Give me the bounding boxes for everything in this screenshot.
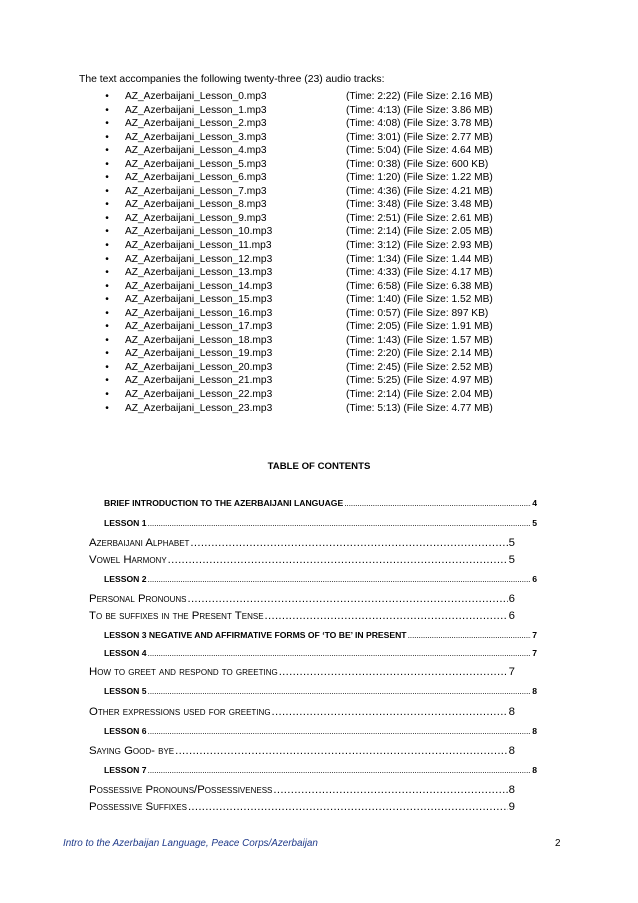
track-info: (Time: 4:13) (File Size: 3.86 MB) — [346, 104, 493, 116]
toc-page-number: 6 — [508, 610, 515, 622]
toc-page-number: 6 — [508, 593, 515, 605]
track-filename: AZ_Azerbaijani_Lesson_19.mp3 — [125, 348, 273, 360]
track-info: (Time: 2:20) (File Size: 2.14 MB) — [346, 348, 493, 360]
track-filename: AZ_Azerbaijani_Lesson_4.mp3 — [125, 145, 267, 157]
toc-leader — [148, 726, 532, 736]
list-item — [103, 104, 523, 118]
list-item — [103, 90, 523, 104]
bullet-icon: • — [105, 280, 109, 292]
bullet-icon: • — [105, 145, 109, 157]
track-info: (Time: 2:45) (File Size: 2.52 MB) — [346, 361, 493, 373]
bullet-icon: • — [105, 389, 109, 401]
toc-entry[interactable] — [89, 537, 515, 549]
toc-page-number: 4 — [532, 498, 537, 508]
toc-entry[interactable] — [89, 593, 515, 605]
track-info: (Time: 5:25) (File Size: 4.97 MB) — [346, 375, 493, 387]
list-item — [103, 144, 523, 158]
list-item — [103, 347, 523, 361]
list-item — [103, 225, 523, 239]
bullet-icon: • — [105, 240, 109, 252]
list-item — [103, 293, 523, 307]
toc-leader — [188, 593, 508, 605]
list-item — [103, 361, 523, 375]
toc-entry-label: LESSON 5 — [104, 686, 147, 696]
list-item — [103, 171, 523, 185]
toc-entry[interactable] — [89, 666, 515, 678]
bullet-icon: • — [105, 375, 109, 387]
toc-entry-label: LESSON 2 — [104, 574, 147, 584]
toc-entry-label: Other expressions used for greeting — [89, 706, 271, 718]
toc-page-number: 8 — [532, 765, 537, 775]
toc-leader — [168, 554, 508, 566]
track-info: (Time: 0:57) (File Size: 897 KB) — [346, 307, 489, 319]
track-info: (Time: 2:14) (File Size: 2.05 MB) — [346, 226, 493, 238]
toc-page-number: 8 — [508, 784, 515, 796]
track-info: (Time: 0:38) (File Size: 600 KB) — [346, 158, 489, 170]
toc-entry-label: Vowel Harmony — [89, 554, 167, 566]
toc-entry-label: LESSON 1 — [104, 518, 147, 528]
track-info: (Time: 3:01) (File Size: 2.77 MB) — [346, 131, 493, 143]
track-filename: AZ_Azerbaijani_Lesson_17.mp3 — [125, 321, 273, 333]
track-filename: AZ_Azerbaijani_Lesson_8.mp3 — [125, 199, 267, 211]
list-item — [103, 253, 523, 267]
list-item — [103, 117, 523, 131]
list-item — [103, 185, 523, 199]
toc-entry-label: How to greet and respond to greeting — [89, 666, 278, 678]
toc-page-number: 8 — [508, 706, 515, 718]
track-filename: AZ_Azerbaijani_Lesson_14.mp3 — [125, 280, 273, 292]
toc-leader — [344, 498, 531, 508]
track-filename: AZ_Azerbaijani_Lesson_9.mp3 — [125, 212, 267, 224]
list-item — [103, 266, 523, 280]
toc-page-number: 5 — [508, 537, 515, 549]
track-info: (Time: 5:04) (File Size: 4.64 MB) — [346, 145, 493, 157]
track-info: (Time: 1:43) (File Size: 1.57 MB) — [346, 334, 493, 346]
toc-leader — [148, 765, 532, 775]
track-info: (Time: 2:14) (File Size: 2.04 MB) — [346, 389, 493, 401]
track-filename: AZ_Azerbaijani_Lesson_3.mp3 — [125, 131, 267, 143]
list-item — [103, 320, 523, 334]
bullet-icon: • — [105, 91, 109, 102]
footer-text: Intro to the Azerbaijan Language, Peace Corps/Azerbaijan — [63, 838, 318, 849]
toc-leader — [190, 537, 507, 549]
toc-leader — [273, 784, 507, 796]
track-info: (Time: 4:08) (File Size: 3.78 MB) — [346, 118, 493, 130]
track-info: (Time: 2:51) (File Size: 2.61 MB) — [346, 212, 493, 224]
bullet-icon: • — [105, 104, 109, 116]
list-item — [103, 239, 523, 253]
toc-page-number: 7 — [532, 630, 537, 640]
toc-page-number: 7 — [532, 648, 537, 658]
track-filename: AZ_Azerbaijani_Lesson_22.mp3 — [125, 389, 273, 401]
track-filename: AZ_Azerbaijani_Lesson_11.mp3 — [125, 240, 272, 252]
bullet-icon: • — [105, 334, 109, 346]
toc-entry[interactable] — [104, 648, 537, 658]
toc-leader — [148, 574, 532, 584]
toc-leader — [279, 666, 508, 678]
bullet-icon: • — [105, 212, 109, 224]
list-item — [103, 402, 523, 416]
bullet-icon: • — [105, 307, 109, 319]
toc-leader — [148, 648, 532, 658]
page-number: 2 — [555, 838, 561, 849]
track-filename: AZ_Azerbaijani_Lesson_5.mp3 — [125, 158, 267, 170]
toc-entry-label: BRIEF INTRODUCTION TO THE AZERBAIJANI LANGUAGE — [104, 498, 344, 508]
list-item — [103, 212, 523, 226]
track-filename: AZ_Azerbaijani_Lesson_6.mp3 — [125, 172, 267, 184]
track-filename: AZ_Azerbaijani_Lesson_21.mp3 — [125, 375, 273, 387]
toc-leader — [272, 706, 508, 718]
toc-entry[interactable] — [104, 518, 537, 528]
track-filename: AZ_Azerbaijani_Lesson_7.mp3 — [125, 185, 267, 197]
bullet-icon: • — [105, 267, 109, 279]
bullet-icon: • — [105, 321, 109, 333]
track-info: (Time: 3:12) (File Size: 2.93 MB) — [346, 240, 493, 252]
toc-entry-label: LESSON 7 — [104, 765, 147, 775]
track-info: (Time: 6:58) (File Size: 6.38 MB) — [346, 280, 493, 292]
bullet-icon: • — [105, 158, 109, 170]
toc-entry-label: LESSON 4 — [104, 648, 147, 658]
track-filename: AZ_Azerbaijani_Lesson_13.mp3 — [125, 267, 273, 279]
toc-leader — [265, 610, 508, 622]
bullet-icon: • — [105, 226, 109, 238]
toc-leader — [148, 518, 532, 528]
bullet-icon: • — [105, 199, 109, 211]
track-info: (Time: 4:36) (File Size: 4.21 MB) — [346, 185, 493, 197]
list-item — [103, 198, 523, 212]
toc-leader — [175, 745, 508, 757]
track-filename: AZ_Azerbaijani_Lesson_12.mp3 — [125, 253, 273, 265]
toc-title: TABLE OF CONTENTS — [267, 461, 371, 472]
track-filename: AZ_Azerbaijani_Lesson_0.mp3 — [125, 91, 267, 102]
toc-entry[interactable] — [89, 745, 515, 757]
track-filename: AZ_Azerbaijani_Lesson_23.mp3 — [125, 402, 273, 414]
toc-page-number: 5 — [532, 518, 537, 528]
toc-entry-label: Azerbaijani Alphabet — [89, 537, 190, 549]
track-filename: AZ_Azerbaijani_Lesson_16.mp3 — [125, 307, 273, 319]
track-info: (Time: 1:34) (File Size: 1.44 MB) — [346, 253, 493, 265]
toc-entry-label: Possessive Pronouns/Possessiveness — [89, 784, 273, 796]
bullet-icon: • — [105, 185, 109, 197]
bullet-icon: • — [105, 294, 109, 306]
bullet-icon: • — [105, 361, 109, 373]
toc-page-number: 8 — [532, 686, 537, 696]
list-item — [103, 374, 523, 388]
toc-entry-label: LESSON 3 NEGATIVE AND AFFIRMATIVE FORMS OF ‘TO BE’ IN PRESENT — [104, 630, 407, 640]
list-item — [103, 280, 523, 294]
toc-page-number: 8 — [508, 745, 515, 757]
toc-page-number: 8 — [532, 726, 537, 736]
track-info: (Time: 1:40) (File Size: 1.52 MB) — [346, 294, 493, 306]
toc-entry-label: Personal Pronouns — [89, 593, 187, 605]
list-item — [103, 307, 523, 321]
toc-entry-label: LESSON 6 — [104, 726, 147, 736]
bullet-icon: • — [105, 118, 109, 130]
track-info: (Time: 4:33) (File Size: 4.17 MB) — [346, 267, 493, 279]
toc-entry[interactable] — [89, 610, 515, 622]
audio-track-list — [103, 90, 523, 415]
toc-entry[interactable] — [104, 574, 537, 584]
bullet-icon: • — [105, 348, 109, 360]
toc-entry[interactable] — [89, 706, 515, 718]
track-info: (Time: 2:05) (File Size: 1.91 MB) — [346, 321, 493, 333]
track-filename: AZ_Azerbaijani_Lesson_20.mp3 — [125, 361, 273, 373]
toc-entry[interactable] — [104, 498, 537, 508]
toc-entry-label: Saying Good- bye — [89, 745, 175, 757]
toc-entry[interactable] — [104, 726, 537, 736]
toc-page-number: 5 — [508, 554, 515, 566]
toc-leader — [408, 630, 532, 640]
list-item — [103, 131, 523, 145]
track-info: (Time: 5:13) (File Size: 4.77 MB) — [346, 402, 493, 414]
toc-entry[interactable] — [89, 801, 515, 813]
bullet-icon: • — [105, 172, 109, 184]
list-item — [103, 158, 523, 172]
toc-entry[interactable] — [104, 630, 537, 640]
toc-page-number: 9 — [508, 801, 515, 813]
toc-entry[interactable] — [104, 686, 537, 696]
bullet-icon: • — [105, 402, 109, 414]
track-info: (Time: 3:48) (File Size: 3.48 MB) — [346, 199, 493, 211]
intro-text: The text accompanies the following twenty-three (23) audio tracks: — [79, 74, 385, 85]
list-item — [103, 334, 523, 348]
toc-entry[interactable] — [104, 765, 537, 775]
track-filename: AZ_Azerbaijani_Lesson_10.mp3 — [125, 226, 273, 238]
track-info: (Time: 2:22) (File Size: 2.16 MB) — [346, 91, 493, 102]
bullet-icon: • — [105, 131, 109, 143]
track-filename: AZ_Azerbaijani_Lesson_2.mp3 — [125, 118, 267, 130]
list-item — [103, 388, 523, 402]
bullet-icon: • — [105, 253, 109, 265]
toc-entry-label: To be suffixes in the Present Tense — [89, 610, 264, 622]
track-filename: AZ_Azerbaijani_Lesson_18.mp3 — [125, 334, 273, 346]
toc-entry[interactable] — [89, 784, 515, 796]
toc-page-number: 7 — [508, 666, 515, 678]
track-filename: AZ_Azerbaijani_Lesson_15.mp3 — [125, 294, 273, 306]
toc-leader — [188, 801, 508, 813]
track-filename: AZ_Azerbaijani_Lesson_1.mp3 — [125, 104, 267, 116]
toc-entry-label: Possessive Suffixes — [89, 801, 187, 813]
toc-page-number: 6 — [532, 574, 537, 584]
toc-entry[interactable] — [89, 554, 515, 566]
track-info: (Time: 1:20) (File Size: 1.22 MB) — [346, 172, 493, 184]
toc-leader — [148, 686, 532, 696]
